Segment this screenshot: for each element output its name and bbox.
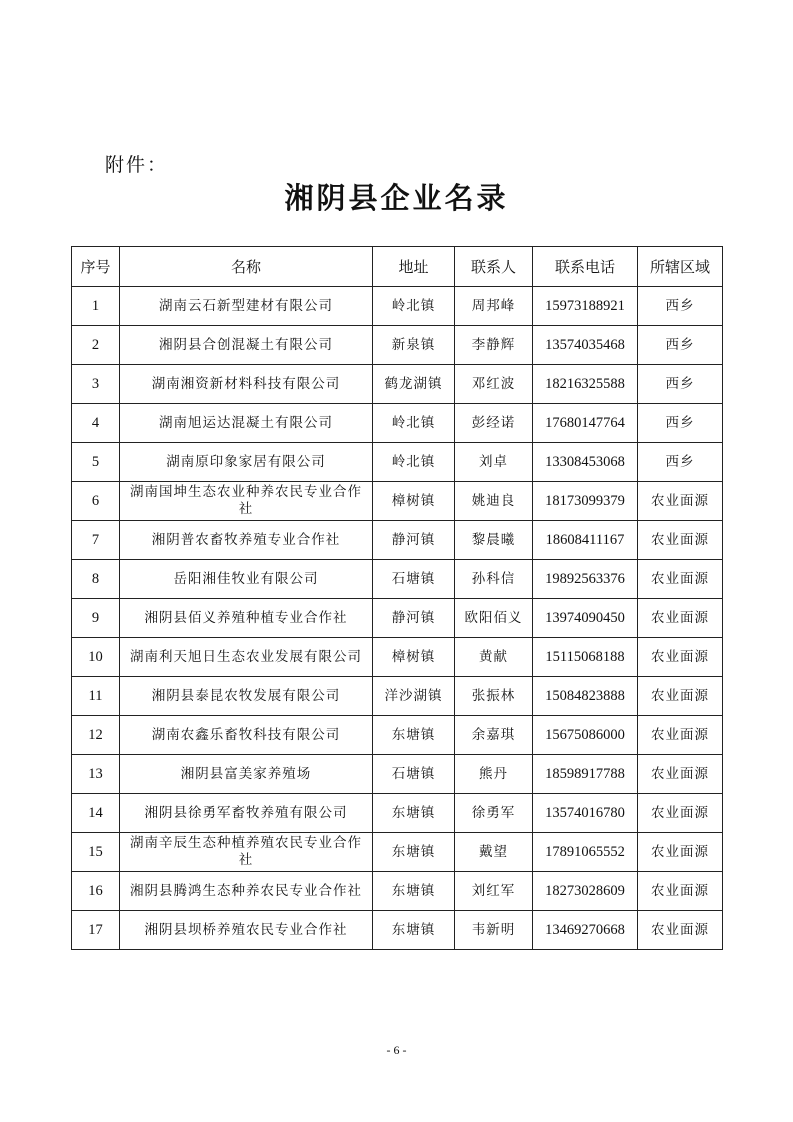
contact-cell: 姚迪良 xyxy=(455,482,533,521)
table-row xyxy=(72,287,723,326)
serial-cell: 12 xyxy=(72,716,120,755)
address-cell: 石塘镇 xyxy=(373,755,455,794)
phone-cell: 18273028609 xyxy=(533,872,638,911)
name-cell: 湘阴普农畜牧养殖专业合作社 xyxy=(120,521,373,560)
address-cell: 静河镇 xyxy=(373,599,455,638)
contact-cell: 孙科信 xyxy=(455,560,533,599)
region-cell: 农业面源 xyxy=(638,755,723,794)
address-cell: 鹤龙湖镇 xyxy=(373,365,455,404)
contact-cell: 张振林 xyxy=(455,677,533,716)
serial-cell: 6 xyxy=(72,482,120,521)
phone-cell: 17680147764 xyxy=(533,404,638,443)
table-row xyxy=(72,443,723,482)
contact-cell: 黎晨曦 xyxy=(455,521,533,560)
contact-cell: 熊丹 xyxy=(455,755,533,794)
table-row xyxy=(72,911,723,950)
contact-cell: 邓红波 xyxy=(455,365,533,404)
serial-cell: 17 xyxy=(72,911,120,950)
region-cell: 农业面源 xyxy=(638,872,723,911)
region-cell: 西乡 xyxy=(638,443,723,482)
address-cell: 东塘镇 xyxy=(373,833,455,872)
name-cell: 湘阴县泰昆农牧发展有限公司 xyxy=(120,677,373,716)
phone-cell: 15115068188 xyxy=(533,638,638,677)
region-cell: 农业面源 xyxy=(638,911,723,950)
phone-cell: 13574035468 xyxy=(533,326,638,365)
serial-cell: 9 xyxy=(72,599,120,638)
contact-cell: 余嘉琪 xyxy=(455,716,533,755)
phone-cell: 18598917788 xyxy=(533,755,638,794)
enterprise-table xyxy=(71,246,723,950)
table-row xyxy=(72,599,723,638)
region-cell: 农业面源 xyxy=(638,716,723,755)
name-cell: 湖南云石新型建材有限公司 xyxy=(120,287,373,326)
address-cell: 樟树镇 xyxy=(373,638,455,677)
phone-cell: 15675086000 xyxy=(533,716,638,755)
name-cell: 湖南国坤生态农业种养农民专业合作社 xyxy=(120,482,373,521)
contact-cell: 李静辉 xyxy=(455,326,533,365)
table-row xyxy=(72,872,723,911)
phone-cell: 18608411167 xyxy=(533,521,638,560)
name-cell: 湖南旭运达混凝土有限公司 xyxy=(120,404,373,443)
phone-cell: 13308453068 xyxy=(533,443,638,482)
table-row xyxy=(72,794,723,833)
serial-cell: 10 xyxy=(72,638,120,677)
address-cell: 樟树镇 xyxy=(373,482,455,521)
name-cell: 湖南湘资新材料科技有限公司 xyxy=(120,365,373,404)
serial-cell: 7 xyxy=(72,521,120,560)
table-row xyxy=(72,716,723,755)
attachment-label: 附件： xyxy=(105,154,169,176)
serial-cell: 8 xyxy=(72,560,120,599)
address-cell: 新泉镇 xyxy=(373,326,455,365)
region-cell: 农业面源 xyxy=(638,560,723,599)
address-cell: 岭北镇 xyxy=(373,287,455,326)
contact-cell: 韦新明 xyxy=(455,911,533,950)
address-cell: 东塘镇 xyxy=(373,716,455,755)
header-address: 地址 xyxy=(373,247,455,287)
table-row xyxy=(72,833,723,872)
phone-cell: 13469270668 xyxy=(533,911,638,950)
address-cell: 东塘镇 xyxy=(373,794,455,833)
table-row xyxy=(72,755,723,794)
name-cell: 湖南原印象家居有限公司 xyxy=(120,443,373,482)
phone-cell: 17891065552 xyxy=(533,833,638,872)
serial-cell: 3 xyxy=(72,365,120,404)
phone-cell: 15084823888 xyxy=(533,677,638,716)
phone-cell: 13974090450 xyxy=(533,599,638,638)
name-cell: 湘阴县腾鸿生态种养农民专业合作社 xyxy=(120,872,373,911)
contact-cell: 黄献 xyxy=(455,638,533,677)
header-region: 所辖区域 xyxy=(638,247,723,287)
contact-cell: 徐勇军 xyxy=(455,794,533,833)
page-number: - 6 - xyxy=(386,1043,407,1057)
serial-cell: 16 xyxy=(72,872,120,911)
region-cell: 农业面源 xyxy=(638,599,723,638)
phone-cell: 18216325588 xyxy=(533,365,638,404)
address-cell: 岭北镇 xyxy=(373,404,455,443)
name-cell: 湘阴县徐勇军畜牧养殖有限公司 xyxy=(120,794,373,833)
name-cell: 岳阳湘佳牧业有限公司 xyxy=(120,560,373,599)
contact-cell: 刘红军 xyxy=(455,872,533,911)
table-row xyxy=(72,365,723,404)
address-cell: 洋沙湖镇 xyxy=(373,677,455,716)
phone-cell: 18173099379 xyxy=(533,482,638,521)
region-cell: 农业面源 xyxy=(638,794,723,833)
serial-cell: 1 xyxy=(72,287,120,326)
region-cell: 农业面源 xyxy=(638,677,723,716)
serial-cell: 2 xyxy=(72,326,120,365)
header-name: 名称 xyxy=(120,247,373,287)
table-header-row xyxy=(72,247,723,287)
region-cell: 农业面源 xyxy=(638,521,723,560)
table-row xyxy=(72,326,723,365)
address-cell: 静河镇 xyxy=(373,521,455,560)
name-cell: 湘阴县富美家养殖场 xyxy=(120,755,373,794)
region-cell: 农业面源 xyxy=(638,482,723,521)
header-contact: 联系人 xyxy=(455,247,533,287)
table-row xyxy=(72,560,723,599)
table-row xyxy=(72,638,723,677)
region-cell: 农业面源 xyxy=(638,638,723,677)
contact-cell: 欧阳佰义 xyxy=(455,599,533,638)
name-cell: 湖南辛辰生态种植养殖农民专业合作社 xyxy=(120,833,373,872)
phone-cell: 13574016780 xyxy=(533,794,638,833)
serial-cell: 11 xyxy=(72,677,120,716)
table-row xyxy=(72,404,723,443)
phone-cell: 15973188921 xyxy=(533,287,638,326)
name-cell: 湖南利天旭日生态农业发展有限公司 xyxy=(120,638,373,677)
address-cell: 石塘镇 xyxy=(373,560,455,599)
name-cell: 湖南农鑫乐畜牧科技有限公司 xyxy=(120,716,373,755)
table-row xyxy=(72,482,723,521)
address-cell: 岭北镇 xyxy=(373,443,455,482)
address-cell: 东塘镇 xyxy=(373,872,455,911)
contact-cell: 刘卓 xyxy=(455,443,533,482)
serial-cell: 14 xyxy=(72,794,120,833)
name-cell: 湘阴县佰义养殖种植专业合作社 xyxy=(120,599,373,638)
serial-cell: 13 xyxy=(72,755,120,794)
contact-cell: 彭经诺 xyxy=(455,404,533,443)
phone-cell: 19892563376 xyxy=(533,560,638,599)
document-title: 湘阴县企业名录 xyxy=(284,181,509,215)
contact-cell: 戴望 xyxy=(455,833,533,872)
serial-cell: 5 xyxy=(72,443,120,482)
address-cell: 东塘镇 xyxy=(373,911,455,950)
name-cell: 湘阴县坝桥养殖农民专业合作社 xyxy=(120,911,373,950)
name-cell: 湘阴县合创混凝土有限公司 xyxy=(120,326,373,365)
table-row xyxy=(72,677,723,716)
contact-cell: 周邦峰 xyxy=(455,287,533,326)
region-cell: 农业面源 xyxy=(638,833,723,872)
region-cell: 西乡 xyxy=(638,404,723,443)
region-cell: 西乡 xyxy=(638,365,723,404)
table-row xyxy=(72,521,723,560)
header-phone: 联系电话 xyxy=(533,247,638,287)
serial-cell: 4 xyxy=(72,404,120,443)
serial-cell: 15 xyxy=(72,833,120,872)
region-cell: 西乡 xyxy=(638,287,723,326)
region-cell: 西乡 xyxy=(638,326,723,365)
header-serial: 序号 xyxy=(72,247,120,287)
